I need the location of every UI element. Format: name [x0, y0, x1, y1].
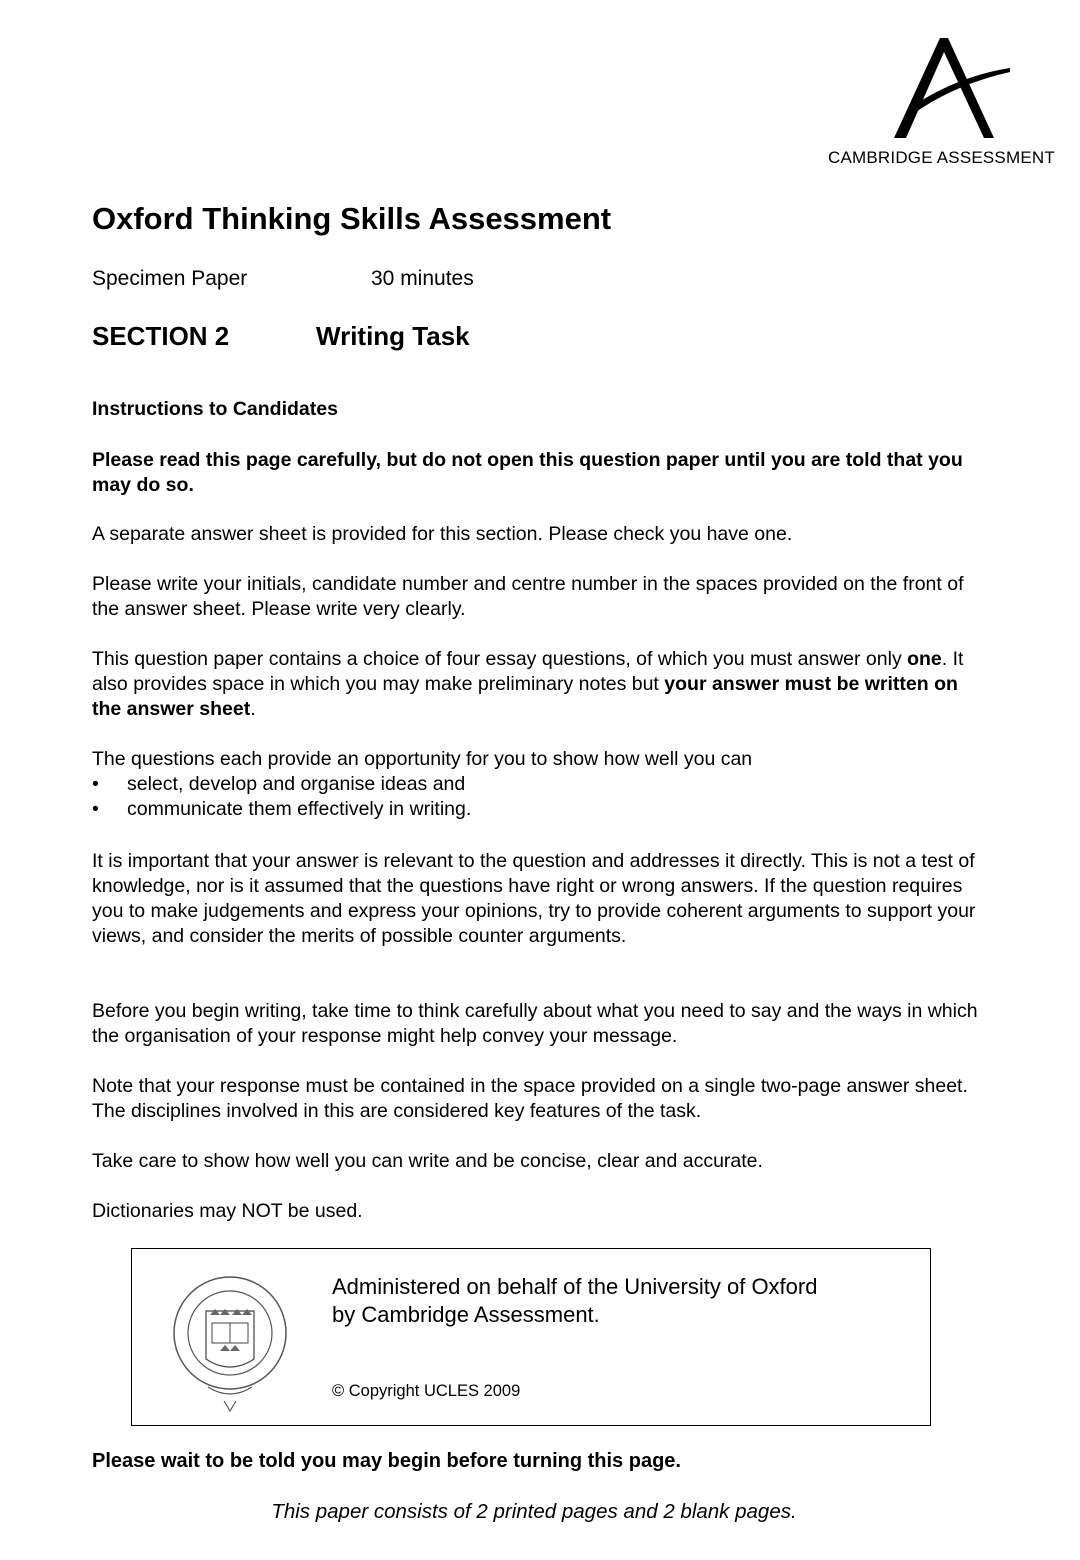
instructions-heading: Instructions to Candidates [92, 398, 338, 420]
cambridge-a-icon [892, 34, 1012, 142]
paragraph-choice: This question paper contains a choice of four essay questions, of which you must answer only one. It also provides space in which you may make preliminary notes but your answer must be written on the answer sheet. [92, 648, 964, 720]
paragraph-space: Note that your response must be contained in the space provided on a single two-page answer sheet. The disciplines involved in this are considered key features of the task. [92, 1075, 968, 1122]
paper-duration: 30 minutes [371, 267, 474, 290]
paragraph-initials: Please write your initials, candidate number and centre number in the spaces provided on the front of the answer sheet. Please write very clearly. [92, 573, 964, 620]
oxford-seal-icon [168, 1267, 294, 1415]
paragraph-opportunity: The questions each provide an opportunity for you to show how well you can • select, develop and organise ideas and • communicate them effectively in writing. [92, 747, 982, 822]
skills-list [92, 772, 982, 822]
paragraph-dictionaries: Dictionaries may NOT be used. [92, 1200, 363, 1222]
paragraph-planning: Before you begin writing, take time to think carefully about what you need to say and the ways in which the organisation of your response might help convey your message. [92, 1000, 978, 1047]
section-name: Writing Task [316, 321, 470, 351]
list-item: • select, develop and organise ideas and [92, 772, 982, 797]
list-item: • communicate them effectively in writing. [92, 797, 982, 822]
administration-box [131, 1248, 931, 1426]
section-number: SECTION 2 [92, 321, 230, 351]
paper-type: Specimen Paper [92, 267, 248, 290]
cambridge-assessment-logo [822, 34, 1067, 170]
wait-notice: Please wait to be told you may begin before turning this page. [92, 1450, 681, 1472]
warning-text: Please read this page carefully, but do not open this question paper until you are told that you may do so. [92, 449, 963, 496]
paragraph-relevance: It is important that your answer is relevant to the question and addresses it directly. This is not a test of knowledge, nor is it assumed that the questions have right or wrong answers. If the question requires you to make judgements and express your opinions, try to provide coherent arguments to support your views, and consider the merits of possible counter arguments. [92, 850, 976, 947]
administered-by-text: Administered on behalf of the University of Oxford by Cambridge Assessment. [332, 1274, 818, 1327]
page-title: Oxford Thinking Skills Assessment [92, 201, 612, 236]
page-count-note: This paper consists of 2 printed pages and 2 blank pages. [271, 1500, 797, 1523]
logo-text: CAMBRIDGE ASSESSMENT [828, 148, 1055, 167]
copyright-text: © Copyright UCLES 2009 [332, 1382, 521, 1400]
paragraph-answer-sheet: A separate answer sheet is provided for this section. Please check you have one. [92, 523, 793, 545]
paragraph-concise: Take care to show how well you can write and be concise, clear and accurate. [92, 1150, 763, 1172]
